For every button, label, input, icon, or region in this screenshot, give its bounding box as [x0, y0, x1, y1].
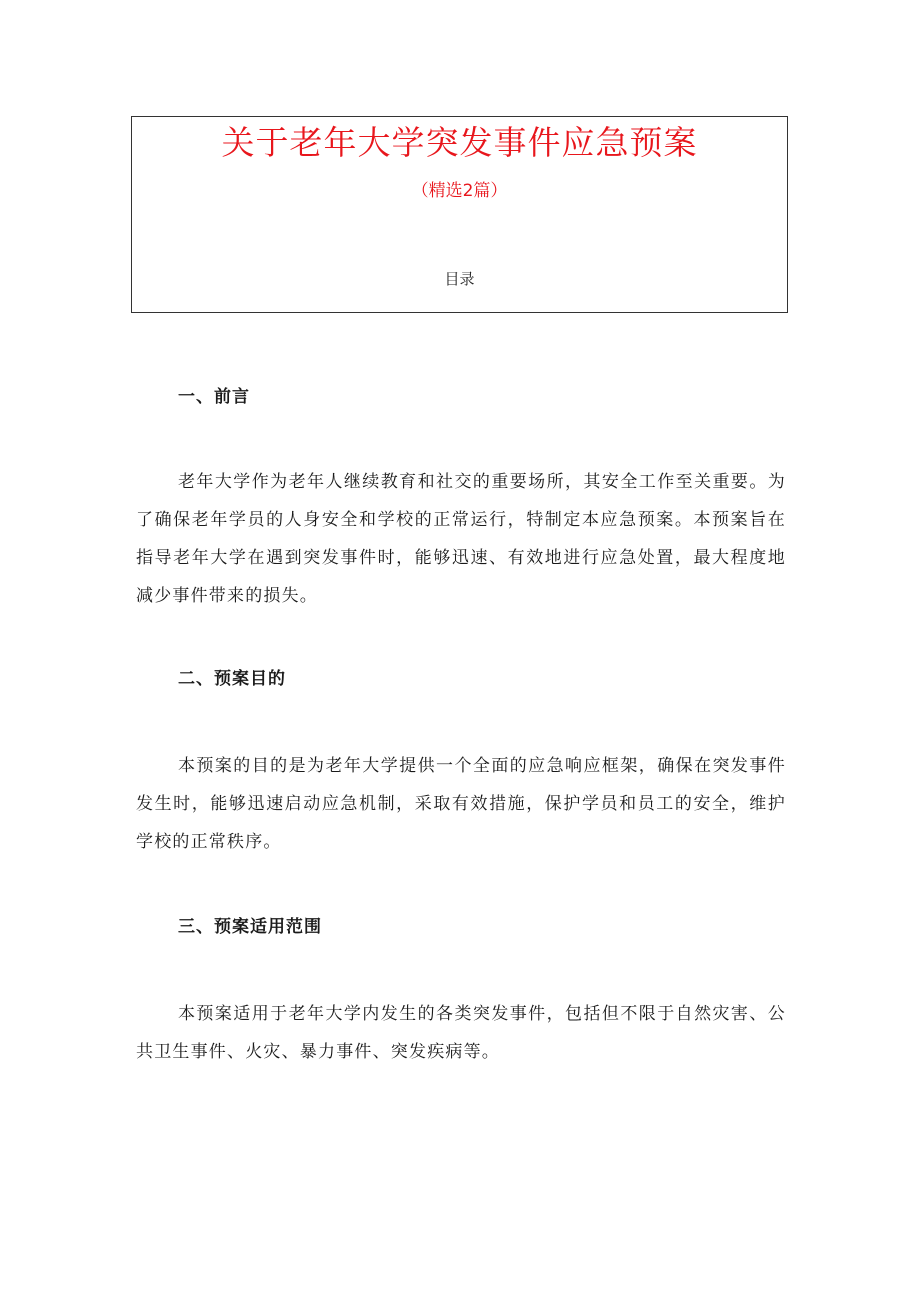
section-heading-purpose: 二、预案目的 [178, 669, 286, 689]
document-title: 关于老年大学突发事件应急预案 [221, 123, 698, 162]
section-heading-preface: 一、前言 [178, 387, 250, 407]
document-body [136, 381, 786, 1071]
section-paragraph-purpose: 本预案的目的是为老年大学提供一个全面的应急响应框架，确保在突发事件发生时，能够迅速启动应急机制，采取有效措施，保护学员和员工的安全，维护学校的正常秩序。 [136, 756, 786, 852]
document-subtitle: （精选2篇） [411, 181, 508, 201]
title-box [131, 116, 788, 313]
table-of-contents-label: 目录 [444, 270, 475, 288]
section-paragraph-preface: 老年大学作为老年人继续教育和社交的重要场所，其安全工作至关重要。为了确保老年学员的人身安全和学校的正常运行，特制定本应急预案。本预案旨在指导老年大学在遇到突发事件时，能够迅速、有效地进行应急处置，最大程度地减少事件带来的损失。 [136, 472, 786, 606]
section-paragraph-scope: 本预案适用于老年大学内发生的各类突发事件，包括但不限于自然灾害、公共卫生事件、火灾、暴力事件、突发疾病等。 [136, 1004, 786, 1062]
section-heading-scope: 三、预案适用范围 [178, 917, 322, 937]
